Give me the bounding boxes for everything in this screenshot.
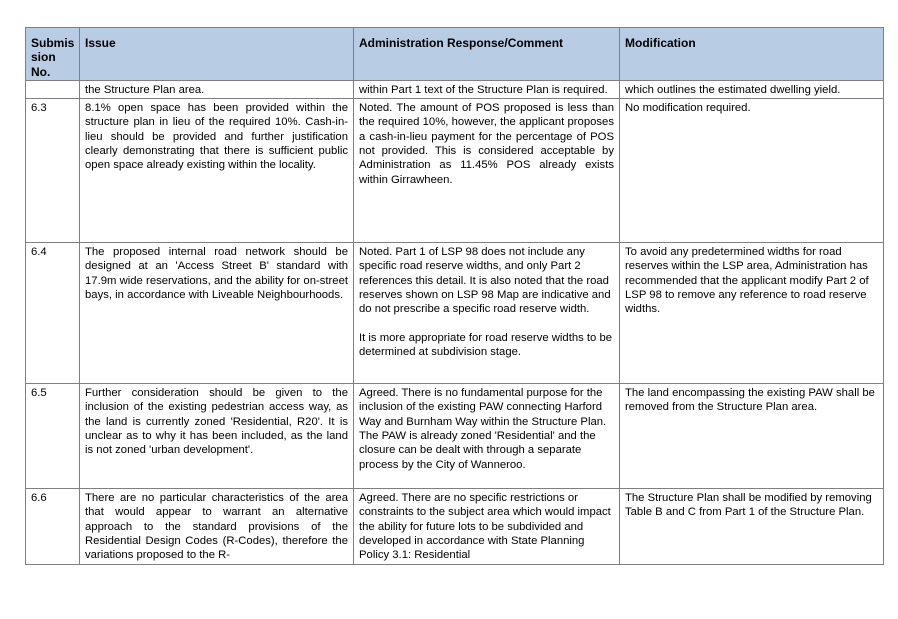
table-row bbox=[26, 489, 884, 564]
cell-modification: No modification required. bbox=[620, 99, 884, 243]
cell-issue: 8.1% open space has been provided within the structure plan in lieu of the required 10%. Cash-in-lieu should be provided and further justification clearly demonstrating that there is sufficient public open space already existing within the locality. bbox=[80, 99, 354, 243]
table-row bbox=[26, 384, 884, 489]
cell-issue: There are no particular characteristics of the area that would appear to warrant an alternative approach to the standard provisions of the Residential Design Codes (R-Codes), therefore the variations proposed to the R- bbox=[80, 489, 354, 564]
table-row bbox=[26, 243, 884, 384]
cell-no: 6.6 bbox=[26, 489, 80, 564]
cell-issue: the Structure Plan area. bbox=[80, 80, 354, 98]
cell-no: 6.4 bbox=[26, 243, 80, 384]
cell-no bbox=[26, 80, 80, 98]
response-paragraph: It is more appropriate for road reserve widths to be determined at subdivision stage. bbox=[359, 331, 613, 359]
cell-response: within Part 1 text of the Structure Plan is required. bbox=[354, 80, 620, 98]
cell-response: Noted. The amount of POS proposed is less than the required 10%, however, the applicant proposes a cash-in-lieu payment for the percentage of POS not provided. This is considered acceptable by Administration as 11.45% POS already exists within Girrawheen. bbox=[354, 99, 620, 243]
header-response: Administration Response/Comment bbox=[354, 28, 620, 81]
submissions-table bbox=[25, 27, 884, 565]
header-issue: Issue bbox=[80, 28, 354, 81]
cell-no: 6.5 bbox=[26, 384, 80, 489]
cell-modification: To avoid any predetermined widths for road reserves within the LSP area, Administration has recommended that the applicant modify Part 2 of LSP 98 to remove any reference to road reserve widths. bbox=[620, 243, 884, 384]
table-row-continuation bbox=[26, 80, 884, 98]
cell-response: Agreed. There is no fundamental purpose for the inclusion of the existing PAW connecting Harford Way and Burnham Way within the Structure Plan. The PAW is already zoned 'Residential' and the closure can be dealt with through a separate process by the City of Wanneroo. bbox=[354, 384, 620, 489]
cell-issue: The proposed internal road network should be designed at an 'Access Street B' standard with 17.9m wide reservations, and the ability for on-street bays, in accordance with Liveable Neighbourhoods. bbox=[80, 243, 354, 384]
cell-modification: which outlines the estimated dwelling yield. bbox=[620, 80, 884, 98]
cell-modification: The Structure Plan shall be modified by removing Table B and C from Part 1 of the Structure Plan. bbox=[620, 489, 884, 564]
cell-response: Agreed. There are no specific restrictions or constraints to the subject area which would impact the ability for future lots to be subdivided and developed in accordance with State Planning Policy 3.1: Residential bbox=[354, 489, 620, 564]
table-row bbox=[26, 99, 884, 243]
header-submission-no: Submis sion No. bbox=[26, 28, 80, 81]
cell-no: 6.3 bbox=[26, 99, 80, 243]
cell-response bbox=[354, 243, 620, 384]
header-modification: Modification bbox=[620, 28, 884, 81]
cell-modification: The land encompassing the existing PAW shall be removed from the Structure Plan area. bbox=[620, 384, 884, 489]
response-paragraph: Noted. Part 1 of LSP 98 does not include any specific road reserve widths, and only Part 2 references this detail. It is also noted that the road reserves shown on LSP 98 Map are indicative and do not prescribe a specific road reserve width. bbox=[359, 246, 611, 316]
table-header-row bbox=[26, 28, 884, 81]
cell-issue: Further consideration should be given to the inclusion of the existing pedestrian access way, as the land is currently zoned 'Residential, R20'. It is unclear as to why it has been included, as the land is not zoned 'urban development'. bbox=[80, 384, 354, 489]
